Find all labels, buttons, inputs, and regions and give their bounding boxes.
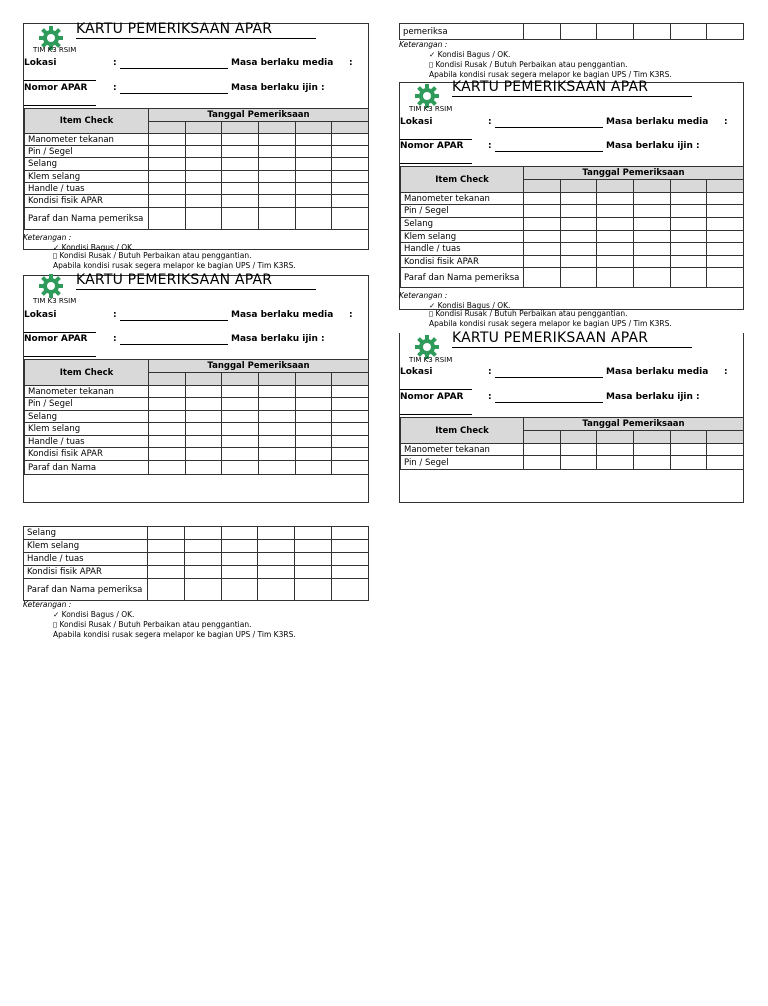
table-row: Selang — [24, 527, 369, 540]
table-row: Handle / tuas — [401, 243, 744, 256]
check-table: Item Check Tanggal Pemeriksaan Manometer tekanan Pin / Segel — [400, 417, 744, 470]
table-row: Handle / tuas — [24, 553, 369, 566]
nomor-apar-field[interactable] — [120, 93, 228, 94]
table-row: Manometer tekanan — [401, 193, 744, 205]
org-name: TIM K3 RSIM — [33, 297, 77, 305]
org-name: TIM K3 RSIM — [33, 46, 77, 54]
gear-logo-icon — [38, 274, 64, 298]
table-row: Pin / Segel — [25, 398, 369, 411]
nomor-apar-label: Nomor APAR — [24, 83, 88, 93]
table-row: Pin / Segel — [25, 146, 369, 158]
check-table-remnant — [399, 23, 744, 40]
lokasi-field[interactable] — [120, 68, 228, 69]
card-1: TIM K3 RSIM KARTU PEMERIKSAAN APAR Lokasi : Masa berlaku media : Nomor APAR : Masa berlaku ijin : Item Check Tanggal Pemeriksaan Manometer tekanan Pin / Segel Selang Klem selang Handle / tuas Kondisi fisik APAR Paraf dan Nama pemeriksa — [23, 23, 369, 250]
table-row: Manometer tekanan — [401, 444, 744, 456]
table-row: Manometer tekanan — [25, 386, 369, 398]
card-4: TIM K3 RSIM KARTU PEMERIKSAAN APAR Lokasi : Masa berlaku media : Nomor APAR : Masa berlaku ijin : Item Check Tanggal Pemeriksaan Manometer tekanan Pin / Segel — [399, 333, 744, 503]
notes-1: Keterangan : ✓ Kondisi Bagus / OK. ▯ Kondisi Rusak / Butuh Perbaikan atau penggantian. Apabila kondisi rusak segera melapor ke bagian UPS / Tim K3RS. — [23, 233, 296, 270]
notes-3: Keterangan : ✓ Kondisi Bagus / OK. ▯ Kondisi Rusak / Butuh Perbaikan atau penggantian. Apabila kondisi rusak segera melapor ke bagian UPS / Tim K3RS. — [23, 600, 296, 639]
masa-ijin-label: Masa berlaku ijin : — [231, 83, 325, 93]
item-check-header: Item Check — [25, 109, 149, 134]
table-row: Kondisi fisik APAR — [24, 566, 369, 579]
card-3: TIM K3 RSIM KARTU PEMERIKSAAN APAR Lokasi : Masa berlaku media : Nomor APAR : Masa berlaku ijin : Item Check Tanggal Pemeriksaan Manometer tekanan Pin / Segel Selang Klem selang Handle / tuas Kondisi fisik APAR Paraf dan Nama pemeriksa — [399, 82, 744, 310]
tanggal-header: Tanggal Pemeriksaan — [149, 109, 369, 122]
notes-2: Keterangan : ✓ Kondisi Bagus / OK. ▯ Kondisi Rusak / Butuh Perbaikan atau penggantian. Apabila kondisi rusak segera melapor ke bagian UPS / Tim K3RS. — [399, 291, 672, 328]
masa-media-label: Masa berlaku media — [231, 58, 334, 68]
table-row: Handle / tuas — [25, 436, 369, 448]
org-name: TIM K3 RSIM — [409, 105, 453, 113]
table-row: Kondisi fisik APAR — [25, 195, 369, 208]
table-row: Paraf dan Nama pemeriksa — [24, 579, 369, 601]
lokasi-label: Lokasi — [24, 58, 57, 68]
card-title: KARTU PEMERIKSAAN APAR — [452, 330, 649, 346]
lokasi-field[interactable] — [495, 127, 603, 128]
table-row: pemeriksa — [400, 24, 744, 40]
table-row: Paraf dan Nama pemeriksa — [401, 268, 744, 288]
nomor-apar-field[interactable] — [120, 344, 228, 345]
table-row: Klem selang — [401, 231, 744, 243]
card-2: TIM K3 RSIM KARTU PEMERIKSAAN APAR Lokasi : Masa berlaku media : Nomor APAR : Masa berlaku ijin : Item Check Tanggal Pemeriksaan Manometer tekanan Pin / Segel Selang Klem selang Handle / tuas Kondisi fisik APAR Paraf dan Nama — [23, 275, 369, 503]
table-row: Pin / Segel — [401, 205, 744, 218]
check-table: Item Check Tanggal Pemeriksaan Manometer tekanan Pin / Segel Selang Klem selang Handle / tuas Kondisi fisik APAR Paraf dan Nama pemeriksa — [400, 166, 744, 288]
card-title: KARTU PEMERIKSAAN APAR — [452, 79, 649, 95]
table-row: Klem selang — [25, 171, 369, 183]
table-row: Kondisi fisik APAR — [401, 256, 744, 268]
notes-top-right: Keterangan : ✓ Kondisi Bagus / OK. ▯ Kondisi Rusak / Butuh Perbaikan atau penggantian. Apabila kondisi rusak segera melapor ke bagian UPS / Tim K3RS. — [399, 40, 672, 79]
table-row: Handle / tuas — [25, 183, 369, 195]
table-row: Klem selang — [25, 423, 369, 436]
table-row: Manometer tekanan — [25, 134, 369, 146]
org-name: TIM K3 RSIM — [409, 356, 453, 364]
check-table: Item Check Tanggal Pemeriksaan Manometer tekanan Pin / Segel Selang Klem selang Handle / tuas Kondisi fisik APAR Paraf dan Nama — [24, 359, 369, 475]
lokasi-field[interactable] — [495, 377, 603, 378]
table-row: Klem selang — [24, 540, 369, 553]
card-title: KARTU PEMERIKSAAN APAR — [76, 21, 273, 37]
check-table-continued — [23, 526, 369, 601]
nomor-apar-field[interactable] — [495, 151, 603, 152]
check-table — [24, 108, 369, 230]
table-row: Selang — [401, 218, 744, 231]
table-row: Kondisi fisik APAR — [25, 448, 369, 461]
table-row: Paraf dan Nama pemeriksa — [25, 208, 369, 230]
nomor-apar-field[interactable] — [495, 402, 603, 403]
table-row: Selang — [25, 158, 369, 171]
card-title: KARTU PEMERIKSAAN APAR — [76, 272, 273, 288]
lokasi-field[interactable] — [120, 320, 228, 321]
table-row: Paraf dan Nama — [25, 461, 369, 475]
table-row: Pin / Segel — [401, 456, 744, 470]
table-row: Selang — [25, 411, 369, 423]
